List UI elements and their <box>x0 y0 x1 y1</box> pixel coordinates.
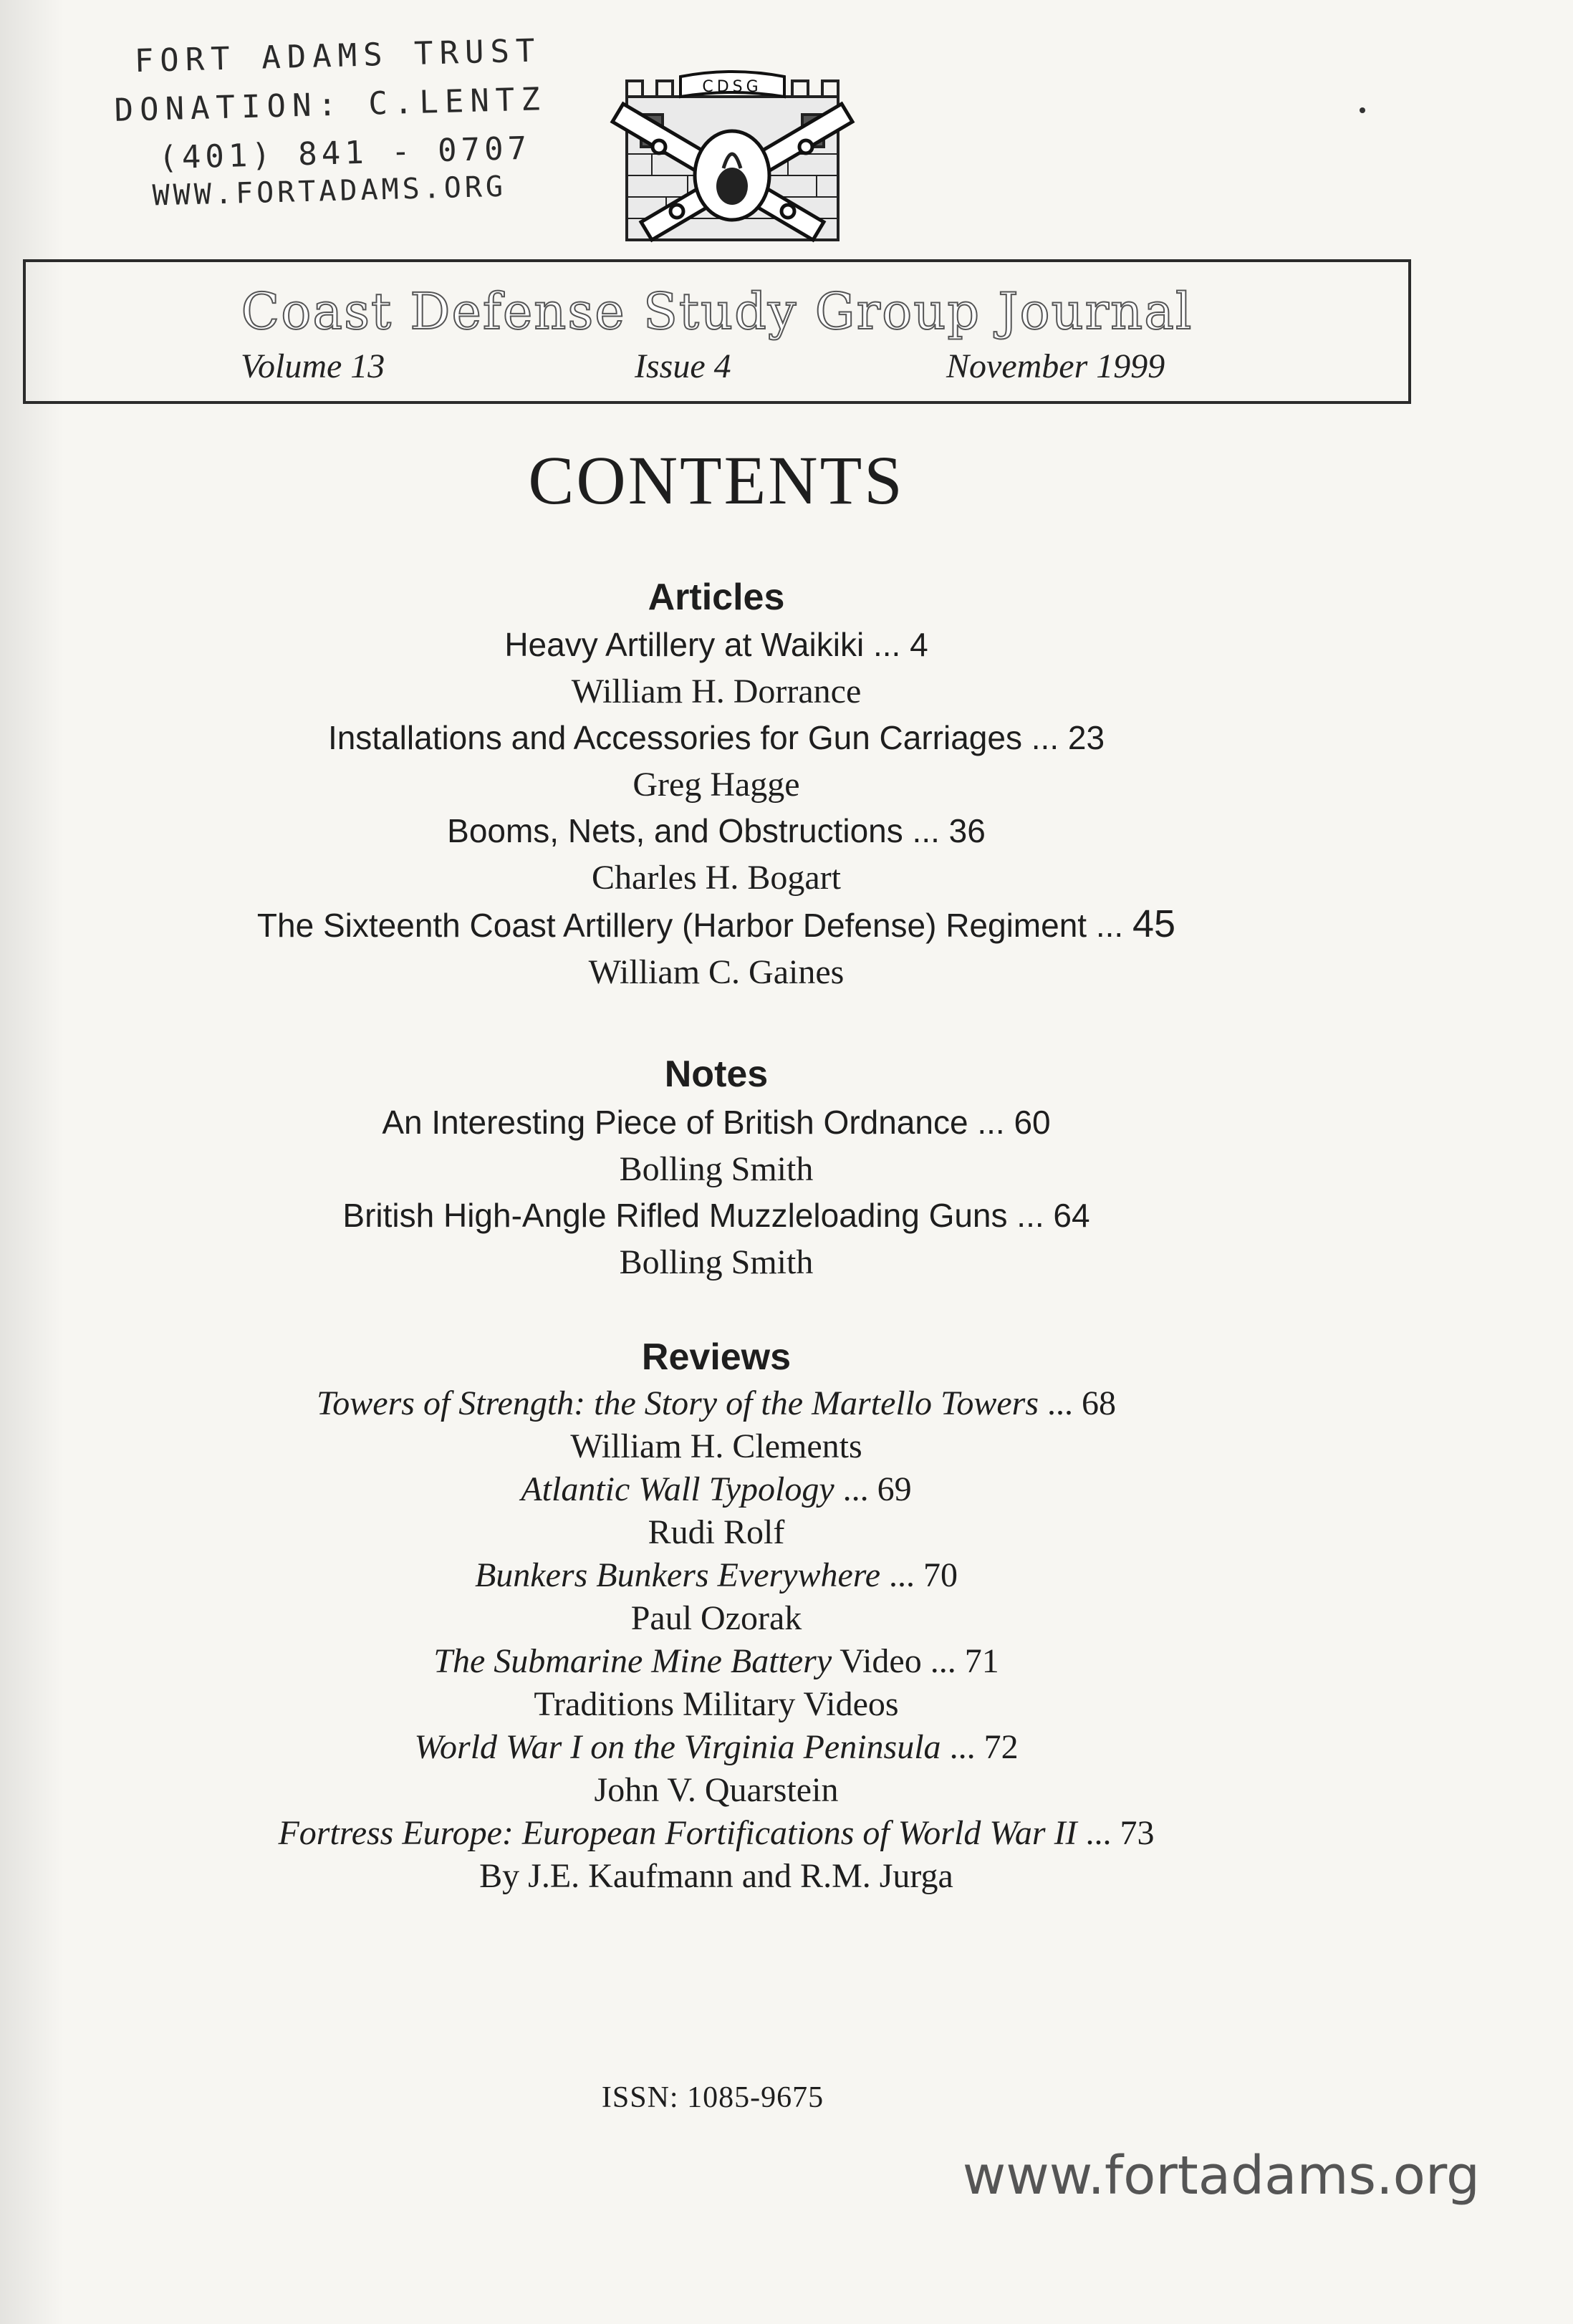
toc-entry-author: Bolling Smith <box>619 1150 814 1188</box>
section-heading-notes: Notes <box>664 1053 769 1095</box>
entry-title-text: Bunkers Bunkers Everywhere <box>474 1556 880 1594</box>
entry-separator: ... <box>968 1104 1014 1141</box>
journal-title: Coast Defense Study Group Journal <box>241 282 1193 341</box>
entry-page-number: 64 <box>1053 1197 1090 1234</box>
entry-page-number: 60 <box>1014 1104 1051 1141</box>
logo-badge-text: CDSG <box>702 78 762 96</box>
toc-entry-author: Charles H. Bogart <box>592 859 841 897</box>
toc-entry-author: By J.E. Kaufmann and R.M. Jurga <box>479 1857 953 1895</box>
volume-label: Volume 13 <box>241 347 385 385</box>
notes-list <box>0 1099 1433 1286</box>
entry-page-number: 45 <box>1132 902 1176 945</box>
articles-section <box>0 573 1433 995</box>
issue-date: November 1999 <box>946 347 1165 385</box>
toc-entry-title <box>0 1554 1433 1597</box>
toc-entry-author: William H. Clements <box>570 1427 862 1465</box>
entry-separator: ... <box>1007 1197 1054 1234</box>
entry-page-number: 70 <box>923 1556 958 1594</box>
entry-page-number: 4 <box>910 626 928 663</box>
journal-header-box <box>23 259 1411 404</box>
entry-separator: ... <box>921 1642 965 1680</box>
entry-separator: ... <box>1021 719 1068 756</box>
entry-title-suffix: Video <box>832 1642 922 1680</box>
toc-entry-author: Traditions Military Videos <box>534 1685 899 1723</box>
entry-title-text: The Submarine Mine Battery <box>433 1642 832 1680</box>
entry-title-text: World War I on the Virginia Peninsula <box>414 1728 941 1766</box>
toc-entry-author: Bolling Smith <box>619 1243 814 1281</box>
entry-separator: ... <box>834 1470 877 1508</box>
stamp-line-phone: (401) 841 - 0707 <box>158 130 531 177</box>
reviews-list <box>0 1382 1433 1898</box>
section-heading-reviews: Reviews <box>641 1336 792 1378</box>
toc-entry-author: John V. Quarstein <box>594 1771 839 1809</box>
toc-entry-title <box>0 622 1433 668</box>
entry-separator: ... <box>941 1728 984 1766</box>
toc-entry-title <box>0 901 1433 949</box>
stamp-line-donation: DONATION: C.LENTZ <box>113 81 547 129</box>
notes-section <box>0 1049 1433 1286</box>
entry-separator: ... <box>1039 1384 1082 1422</box>
entry-separator: ... <box>1077 1814 1120 1852</box>
toc-entry-author: Paul Ozorak <box>630 1599 802 1637</box>
entry-title-text: British High-Angle Rifled Muzzleloading Guns <box>342 1197 1008 1234</box>
entry-separator: ... <box>903 812 949 849</box>
entry-title-text: Installations and Accessories for Gun Carriages <box>327 719 1022 756</box>
entry-separator: ... <box>864 626 910 663</box>
toc-entry-title <box>0 1382 1433 1425</box>
entry-title-text: Atlantic Wall Typology <box>521 1470 834 1508</box>
entry-title-text: Towers of Strength: the Story of the Martello Towers <box>316 1384 1039 1422</box>
entry-page-number: 69 <box>877 1470 912 1508</box>
entry-page-number: 23 <box>1067 719 1105 756</box>
entry-title-text: Heavy Artillery at Waikiki <box>504 626 865 663</box>
entry-title-text: Fortress Europe: European Fortifications of World War II <box>278 1814 1077 1852</box>
toc-entry-title <box>0 715 1433 761</box>
toc-entry-title <box>0 1640 1433 1683</box>
entry-title-text: An Interesting Piece of British Ordnance <box>382 1104 968 1141</box>
entry-title-text: Booms, Nets, and Obstructions <box>447 812 903 849</box>
website-watermark: www.fortadams.org <box>962 2145 1480 2207</box>
toc-entry-author: Rudi Rolf <box>648 1513 785 1551</box>
print-speck <box>1360 107 1365 113</box>
issn-number: ISSN: 1085-9675 <box>601 2081 824 2114</box>
contents-heading: CONTENTS <box>528 442 905 519</box>
entry-title-text: The Sixteenth Coast Artillery (Harbor Defense) Regiment <box>256 907 1087 944</box>
toc-entry-author: William H. Dorrance <box>571 672 862 710</box>
toc-entry-title <box>0 1099 1433 1146</box>
entry-page-number: 36 <box>948 812 986 849</box>
donation-stamp <box>112 26 549 213</box>
section-heading-articles: Articles <box>648 577 785 618</box>
toc-entry-title <box>0 1468 1433 1511</box>
articles-list <box>0 622 1433 995</box>
entry-page-number: 72 <box>983 1728 1019 1766</box>
issue-label: Issue 4 <box>635 347 731 385</box>
toc-entry-title <box>0 1192 1433 1239</box>
toc-entry-author: William C. Gaines <box>588 953 845 991</box>
entry-page-number: 73 <box>1120 1814 1155 1852</box>
cdsg-logo <box>609 68 856 254</box>
toc-entry-title <box>0 808 1433 854</box>
toc-entry-title <box>0 1726 1433 1769</box>
entry-separator: ... <box>880 1556 923 1594</box>
entry-separator: ... <box>1087 907 1132 944</box>
stamp-line-web: WWW.FORTADAMS.ORG <box>152 170 507 213</box>
reviews-section <box>0 1332 1433 1898</box>
toc-entry-author: Greg Hagge <box>632 766 800 804</box>
entry-page-number: 71 <box>964 1642 999 1680</box>
stamp-line-org: FORT ADAMS TRUST <box>134 32 542 80</box>
toc-entry-title <box>0 1812 1433 1855</box>
entry-page-number: 68 <box>1082 1384 1117 1422</box>
